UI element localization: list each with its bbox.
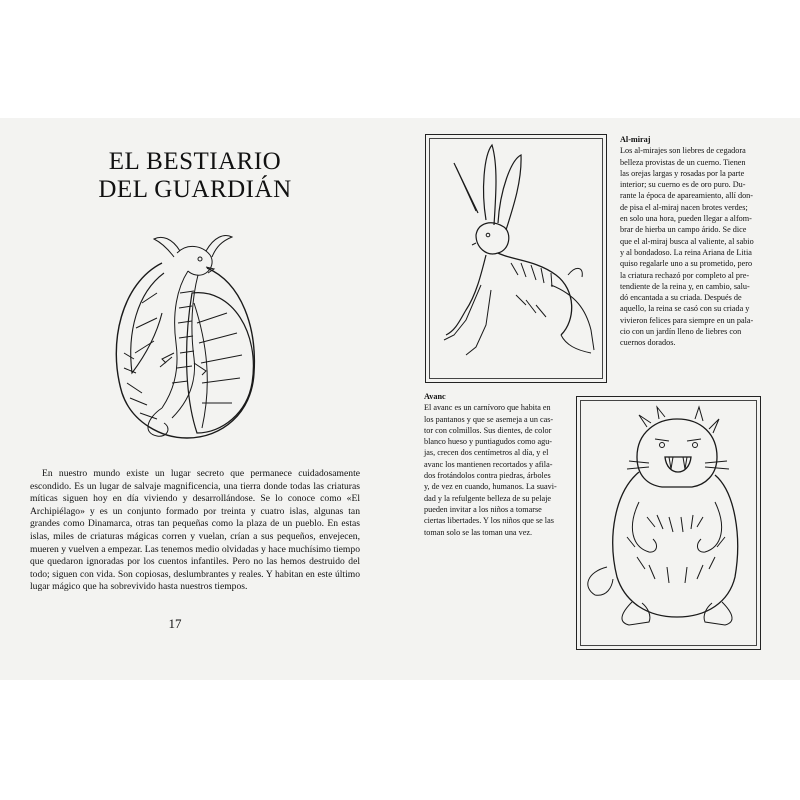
avanc-line: los pantanos y que se asemeja a un cas- [424,414,554,424]
almiraj-line: Los al-mirajes son liebres de cegadora [620,146,746,156]
avanc-line: dos frotándolos contra piedras, árboles [424,471,551,481]
almiraj-line: cuernos dorados. [620,338,676,348]
almiraj-line: rante la época de apareamiento, allí don- [620,191,753,201]
almiraj-illustration-frame [425,134,607,383]
avanc-line: avanc los mantienen recortados y afila- [424,459,553,469]
avanc-entry [424,391,570,538]
almiraj-line: tendiente de la reina y, en cambio, salu- [620,281,750,291]
intro-paragraph: En nuestro mundo existe un lugar secreto que permanece cuidadosamente escondido. Es un lugar de salvaje magnificencia, una tierra donde todas las criaturas míticas siguen hoy en día viviendo y desarrollándose. Se lo conoce como «El Archipiélago» y es un conjunto formado por treinta y cuatro islas, algunas tan grandes como Dinamarca, otras tan pequeñas como la plaza de un pueblo. En estas islas, miles de criaturas mágicas corren y vuelan, crían a sus pequeños, envejecen, mueren y vuelven a empezar. Las tenemos medio olvidadas y hace muchísimo tiempo que quedaron ignoradas por los cuentos infantiles. Pero no las hemos destruido del todo; siguen con vida. Son copiosas, deslumbrantes y reales. Y habitan en este último lugar mágico que ha sobrevivido hasta nuestros tiempos. [30,468,360,593]
avanc-line: toman solo se las toman una vez. [424,527,533,537]
avanc-line: tor con colmillos. Sus dientes, de color [424,425,552,435]
page-title [70,148,320,204]
avanc-heading: Avanc [424,392,446,401]
almiraj-line: vivieron felices para siempre en un pala- [620,315,754,325]
almiraj-line: quiso regalarle uno a su prometido, pero [620,259,753,269]
avanc-line: y, de vez en cuando, humanos. La suavi- [424,482,557,492]
book-spread [0,118,800,680]
almiraj-line: belleza provistas de un cuerno. Tienen [620,157,746,167]
almiraj-line: cio con un jardín lleno de liebres con [620,327,742,337]
avanc-line: dad y la refulgente belleza de su pelaje [424,493,552,503]
avanc-line: pueden invitar a los niños a tomarse [424,504,542,514]
avanc-line: ciertas libertades. Y los niños que se las [424,516,554,526]
almiraj-line: la criatura rechazó por completo al pre- [620,270,750,280]
almiraj-line: y al bondadoso. La reina Ariana de Litia [620,247,752,257]
almiraj-line: en solo una hora, pueden llegar a alfom- [620,214,752,224]
title-line-1: EL BESTIARIO [108,148,282,175]
almiraj-line: que el al-miraj busca al valiente, al sabio [620,236,754,246]
dragon-illustration [102,233,262,443]
avanc-illustration [577,397,760,649]
right-page [400,118,800,680]
avanc-illustration-frame [576,396,761,650]
almiraj-line: dó encantada a su criada. Después de [620,293,742,303]
almiraj-illustration [426,135,606,382]
almiraj-line: las orejas largas y rosadas por la parte [620,168,745,178]
almiraj-line: brar de hierba un campo árido. Se dice [620,225,747,235]
title-line-2: DEL GUARDIÁN [98,176,292,203]
avanc-line: blanco hueso y puntiagudos como agu- [424,437,553,447]
page-number: 17 [168,616,182,631]
almiraj-heading: Al-miraj [620,135,651,144]
avanc-line: El avanc es un carnívoro que habita en [424,403,551,413]
almiraj-line: interior; su cuerno es de oro puro. Du- [620,180,746,190]
almiraj-entry [620,134,775,349]
almiraj-line: de pisa el al-miraj nacen brotes verdes; [620,202,748,212]
almiraj-line: aquello, la reina se casó con su criada y [620,304,750,314]
left-page [0,118,400,680]
avanc-line: jas, crecen dos centímetros al día, y el [424,448,549,458]
